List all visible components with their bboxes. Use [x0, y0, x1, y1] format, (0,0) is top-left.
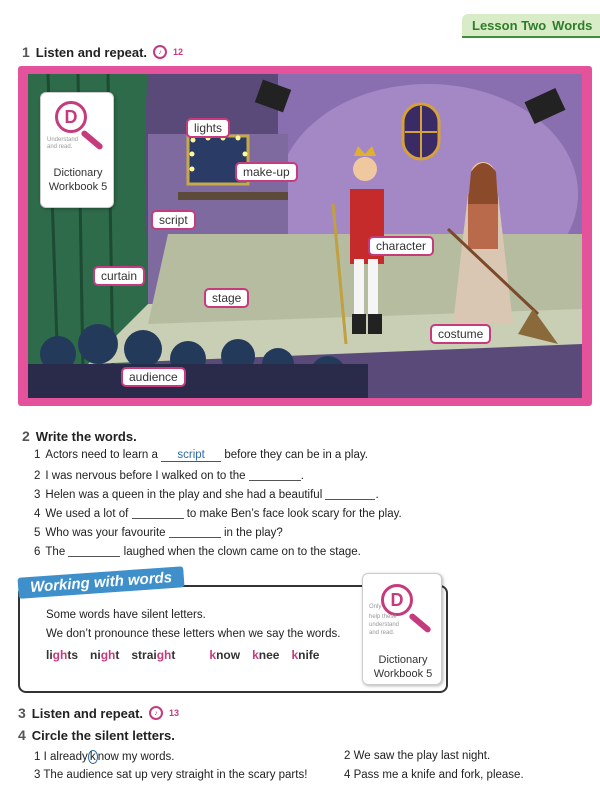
answer-blank[interactable]	[249, 469, 301, 481]
item-number: 4	[34, 508, 41, 520]
item-text-after: to make Ben’s face look scary for the play.	[186, 508, 402, 520]
track-number: 13	[169, 708, 180, 718]
circled-silent-letter[interactable]: k	[88, 750, 98, 764]
answer-blank[interactable]	[132, 507, 184, 519]
item-text-after: now my words.	[97, 751, 175, 763]
item-number: 2	[34, 470, 41, 482]
dictionary-label-2: Workbook 5	[373, 668, 433, 680]
scene-illustration	[28, 74, 582, 398]
item-text-after: .	[300, 470, 304, 482]
section-1-text: Listen and repeat.	[35, 44, 148, 60]
section-4-title	[18, 727, 175, 743]
word-knee	[252, 648, 279, 662]
section-4-text: Circle the silent letters.	[31, 727, 175, 743]
item-text-after: in the play?	[223, 527, 283, 539]
exercise-4-item	[34, 769, 307, 781]
working-line-1: Some words have silent letters.	[46, 609, 206, 621]
label-make-up: make-up	[235, 162, 298, 182]
label-lights: lights	[186, 118, 230, 138]
item-text-after: .	[375, 489, 379, 501]
silent-letters: k	[291, 648, 299, 662]
item-text-before: I was nervous before I walked on to the	[45, 470, 246, 482]
word-part: ni	[90, 648, 101, 662]
exercise-2-item	[34, 469, 304, 482]
word-part: t	[115, 648, 120, 662]
exercise-2-item	[34, 507, 402, 520]
item-text-before: Actors need to learn a	[45, 449, 158, 461]
word-lights	[46, 648, 78, 662]
item-text-before: We used a lot of	[45, 508, 129, 520]
dictionary-card[interactable]	[40, 92, 114, 208]
magnifier-handle	[408, 612, 432, 633]
word-knife	[291, 648, 319, 662]
item-text[interactable]: Pass me a knife and fork, please.	[353, 769, 524, 781]
lesson-header	[462, 14, 600, 38]
answer-field[interactable]: script	[161, 449, 221, 462]
dictionary-label-1: Dictionary	[53, 167, 103, 179]
dictionary-card-2[interactable]	[362, 573, 442, 685]
section-3-title	[18, 705, 179, 721]
silent-letters: gh	[156, 648, 172, 662]
label-curtain: curtain	[93, 266, 145, 286]
section-2-number: 2	[22, 428, 30, 444]
exercise-2-item	[34, 526, 283, 539]
label-script: script	[151, 210, 196, 230]
silent-letters: k	[252, 648, 259, 662]
theatre-scene	[18, 66, 592, 406]
label-character: character	[368, 236, 434, 256]
dictionary-small-text: help these	[369, 614, 397, 620]
item-text-after: laughed when the clown came on to the stage.	[123, 546, 361, 558]
word-know	[209, 648, 240, 662]
silent-letters: k	[209, 648, 217, 662]
dictionary-small-text: Understand and read.	[47, 137, 79, 150]
lesson-topic: Words	[552, 17, 593, 33]
lesson-number: Lesson Two	[472, 17, 547, 33]
item-text[interactable]: We saw the play last night.	[353, 750, 491, 762]
section-4-number: 4	[18, 727, 26, 743]
audio-cd-icon[interactable]: ♪	[149, 706, 163, 720]
exercise-4-item	[344, 769, 524, 781]
working-with-words-title: Working with words	[17, 566, 184, 599]
word-part: ts	[67, 648, 79, 662]
item-number: 5	[34, 527, 41, 539]
silent-letters: gh	[100, 648, 116, 662]
label-audience: audience	[121, 367, 186, 387]
track-number: 12	[173, 47, 184, 57]
item-number: 3	[34, 489, 41, 501]
label-stage: stage	[204, 288, 249, 308]
word-part: li	[46, 648, 53, 662]
answer-blank[interactable]	[325, 488, 375, 500]
dictionary-small-text: Only	[369, 604, 382, 610]
dictionary-label-2: Workbook 5	[48, 181, 108, 193]
item-number: 4	[344, 769, 351, 781]
section-2-text: Write the words.	[35, 428, 137, 444]
answer-blank[interactable]	[169, 526, 221, 538]
item-text-after: before they can be in a play.	[224, 449, 368, 461]
dictionary-small-text: and read.	[369, 630, 395, 636]
item-number: 3	[34, 769, 41, 781]
silent-letter-words	[46, 648, 331, 662]
silent-letters: gh	[52, 648, 68, 662]
word-part: nife	[298, 648, 320, 662]
word-part: nee	[258, 648, 280, 662]
dictionary-d-icon: D	[381, 584, 413, 616]
section-3-number: 3	[18, 705, 26, 721]
exercise-2-item	[34, 545, 361, 558]
item-text-before: Who was your favourite	[45, 527, 166, 539]
word-part: now	[216, 648, 241, 662]
answer-blank[interactable]	[68, 545, 120, 557]
section-1-title	[22, 44, 183, 60]
dictionary-label-1: Dictionary	[378, 654, 428, 666]
item-text-before: I already	[43, 751, 88, 763]
item-number: 1	[34, 751, 41, 763]
section-2-title	[22, 428, 137, 444]
dictionary-small-text: understand	[369, 622, 400, 628]
item-number: 2	[344, 750, 351, 762]
dictionary-d-icon: D	[55, 101, 87, 133]
exercise-4-item	[344, 750, 490, 762]
section-1-number: 1	[22, 44, 30, 60]
word-straight	[131, 648, 175, 662]
exercise-2-item	[34, 488, 379, 501]
label-costume: costume	[430, 324, 491, 344]
audio-cd-icon[interactable]: ♪	[153, 45, 167, 59]
item-number: 1	[34, 449, 41, 461]
item-text-before: The	[45, 546, 66, 558]
exercise-4-item	[34, 750, 174, 764]
word-part: strai	[131, 648, 157, 662]
item-text[interactable]: The audience sat up very straight in the scary parts!	[43, 769, 308, 781]
item-number: 6	[34, 546, 41, 558]
word-night	[90, 648, 119, 662]
working-line-2: We don’t pronounce these letters when we say the words.	[46, 628, 341, 640]
word-part: t	[171, 648, 176, 662]
exercise-2-item	[34, 449, 368, 462]
section-3-text: Listen and repeat.	[31, 705, 144, 721]
item-text-before: Helen was a queen in the play and she had a beautiful	[45, 489, 323, 501]
